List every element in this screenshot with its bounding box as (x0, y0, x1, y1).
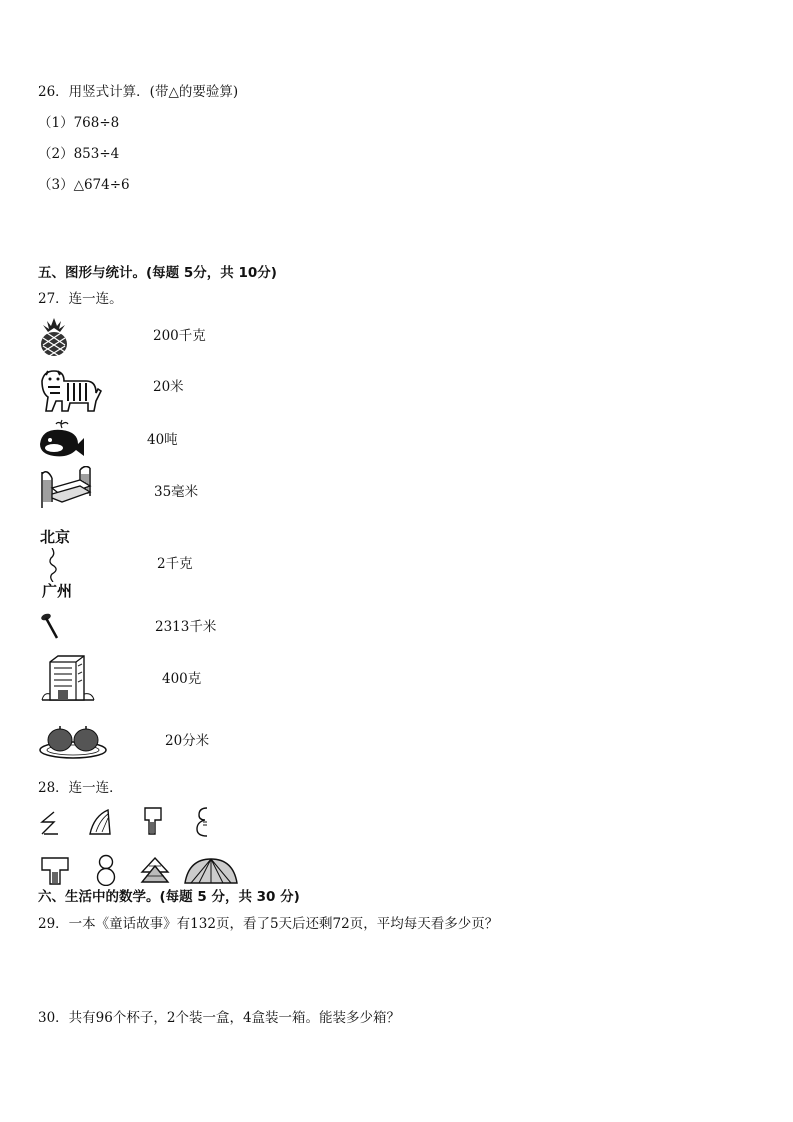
map-top-city: 北京 (40, 528, 71, 546)
tiger-icon (38, 367, 102, 413)
q27-label-4: 35毫米 (154, 484, 199, 500)
half-shape-b (88, 808, 114, 836)
section-5-heading: 五、图形与统计。(每题 5分，共 10分) (38, 265, 277, 281)
half-shape-c (143, 806, 163, 836)
tree-shape (140, 856, 170, 886)
q27-label-8: 20分米 (165, 733, 210, 749)
q27-label-5: 2千克 (157, 556, 193, 572)
nail-icon (40, 612, 60, 640)
fruit-plate-icon (38, 722, 108, 760)
q27-label-2: 20米 (153, 379, 184, 395)
question-29: 29．一本《童话故事》有132页，看了5天后还剩72页，平均每天看多少页？ (38, 916, 499, 932)
map-route-icon (40, 528, 82, 600)
question-27-title: 27．连一连。 (38, 291, 123, 307)
question-28-title: 28．连一连． (38, 780, 123, 796)
whale-icon (38, 418, 86, 460)
question-26-title: 26．用竖式计算．(带△的要验算) (38, 84, 239, 100)
pineapple-icon (38, 318, 70, 356)
half-shape-d (195, 806, 211, 838)
building-icon (40, 652, 96, 702)
question-26-item-2: （2）853÷4 (38, 146, 120, 162)
q27-label-1: 200千克 (153, 328, 206, 344)
bed-icon (38, 466, 94, 510)
section-6-heading: 六、生活中的数学。(每题 5 分，共 30 分) (38, 889, 300, 905)
question-26-item-3: （3）△674÷6 (38, 177, 130, 193)
q27-label-6: 2313千米 (155, 619, 217, 635)
q27-label-7: 400克 (162, 671, 202, 687)
half-shape-a (40, 810, 60, 836)
mushroom-shape (40, 856, 70, 886)
snowman-shape (95, 854, 117, 886)
question-26-item-1: （1）768÷8 (38, 115, 120, 131)
question-30: 30．共有96个杯子，2个装一盒，4盒装一箱。能装多少箱？ (38, 1010, 401, 1026)
umbrella-shape (183, 857, 239, 887)
map-bottom-city: 广州 (42, 582, 73, 600)
q27-label-3: 40吨 (147, 432, 178, 448)
